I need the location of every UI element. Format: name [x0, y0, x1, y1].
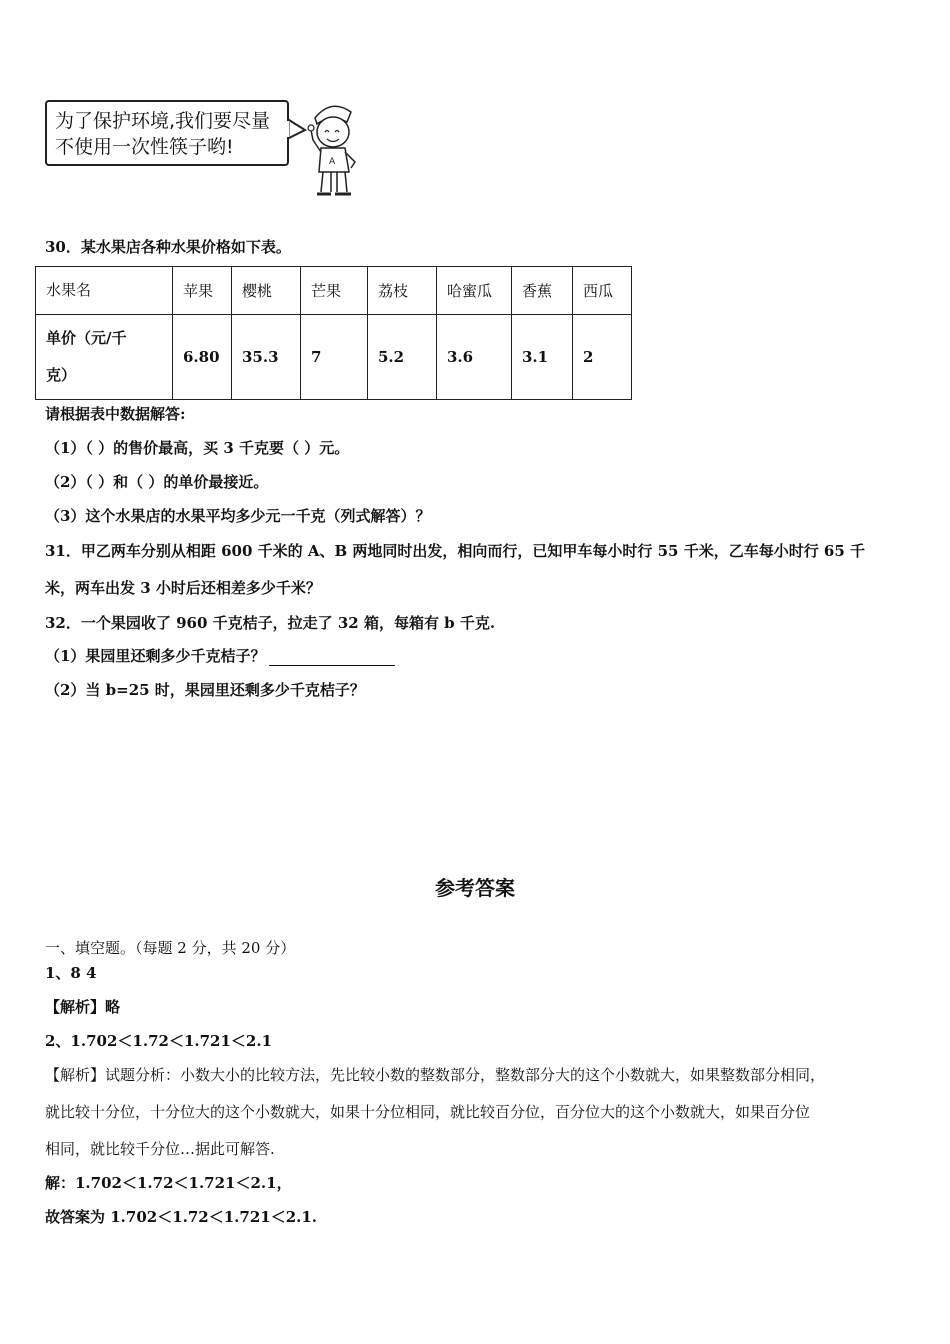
cartoon-boy-illustration: [285, 100, 365, 200]
q30-instruction: 请根据表中数据解答:: [45, 405, 186, 423]
price-label-line-1: 单价（元/千: [46, 329, 127, 347]
fruit-price-table: [35, 266, 632, 400]
fruit-name-cell: 哈蜜瓜: [437, 267, 512, 315]
fruit-name-cell: 苹果: [173, 267, 232, 315]
q30-sub-1: （1）（ ）的售价最高，买 3 千克要（ ）元。: [45, 439, 350, 457]
q32-title: 32．一个果园收了 960 千克桔子，拉走了 32 箱，每箱有 b 千克.: [45, 614, 496, 632]
price-cell: 7: [301, 315, 368, 400]
speech-bubble: [45, 100, 289, 166]
answer-2-analysis-line-1: 【解析】试题分析：小数大小的比较方法，先比较小数的整数部分，整数部分大的这个小数就大，如果整数部分相同，: [45, 1066, 826, 1084]
fruit-name-cell: 芒果: [301, 267, 368, 315]
q31-line-2: 米，两车出发 3 小时后还相差多少千米？: [45, 579, 321, 597]
fruit-name-cell: 西瓜: [573, 267, 632, 315]
q32-sub-2: （2）当 b=25 时，果园里还剩多少千克桔子？: [45, 681, 365, 699]
q32-sub-1-row: [45, 645, 395, 666]
speech-line-1: 为了保护环境,我们要尽量: [55, 110, 271, 132]
price-label-line-2: 克）: [46, 366, 77, 384]
svg-text:A: A: [329, 157, 336, 167]
answer-2-final: 故答案为 1.702＜1.72＜1.721＜2.1.: [45, 1208, 318, 1226]
answer-2: 2、1.702＜1.72＜1.721＜2.1: [45, 1032, 273, 1050]
price-cell: 35.3: [232, 315, 301, 400]
fruit-name-cell: 荔枝: [368, 267, 437, 315]
table-header-label: 水果名: [36, 267, 173, 315]
q30-sub-2: （2）（ ）和（ ）的单价最接近。: [45, 473, 269, 491]
table-row: [36, 267, 632, 315]
price-cell: 2: [573, 315, 632, 400]
q30-sub-3: （3）这个水果店的水果平均多少元一千克（列式解答）？: [45, 507, 431, 525]
price-cell: 6.80: [173, 315, 232, 400]
answer-2-analysis-line-2: 就比较十分位，十分位大的这个小数就大，如果十分位相同，就比较百分位，百分位大的这个小数就大，如果百分位: [45, 1103, 811, 1121]
table-row: [36, 315, 632, 400]
answer-2-solution: 解：1.702＜1.72＜1.721＜2.1，: [45, 1174, 292, 1192]
answers-section-heading: 一、填空题。（每题 2 分，共 20 分）: [45, 939, 296, 957]
answer-1: 1、8 4: [45, 964, 97, 982]
price-cell: 5.2: [368, 315, 437, 400]
speech-line-2: 不使用一次性筷子哟!: [55, 136, 234, 158]
answer-2-analysis-line-3: 相同，就比较千分位…据此可解答.: [45, 1140, 275, 1158]
fruit-name-cell: 樱桃: [232, 267, 301, 315]
q32-sub-1: （1）果园里还剩多少千克桔子？: [45, 647, 266, 665]
answer-blank: [269, 649, 395, 666]
price-cell: 3.1: [512, 315, 573, 400]
q30-title: 30．某水果店各种水果价格如下表。: [45, 238, 291, 256]
price-cell: 3.6: [437, 315, 512, 400]
price-row-label: [36, 315, 173, 400]
fruit-name-cell: 香蕉: [512, 267, 573, 315]
answer-1-analysis: 【解析】略: [45, 998, 121, 1016]
answers-title: 参考答案: [435, 876, 515, 900]
q31-line-1: 31．甲乙两车分别从相距 600 千米的 A、B 两地同时出发，相向而行，已知甲车每小时行 55 千米，乙车每小时行 65 千: [45, 542, 866, 560]
